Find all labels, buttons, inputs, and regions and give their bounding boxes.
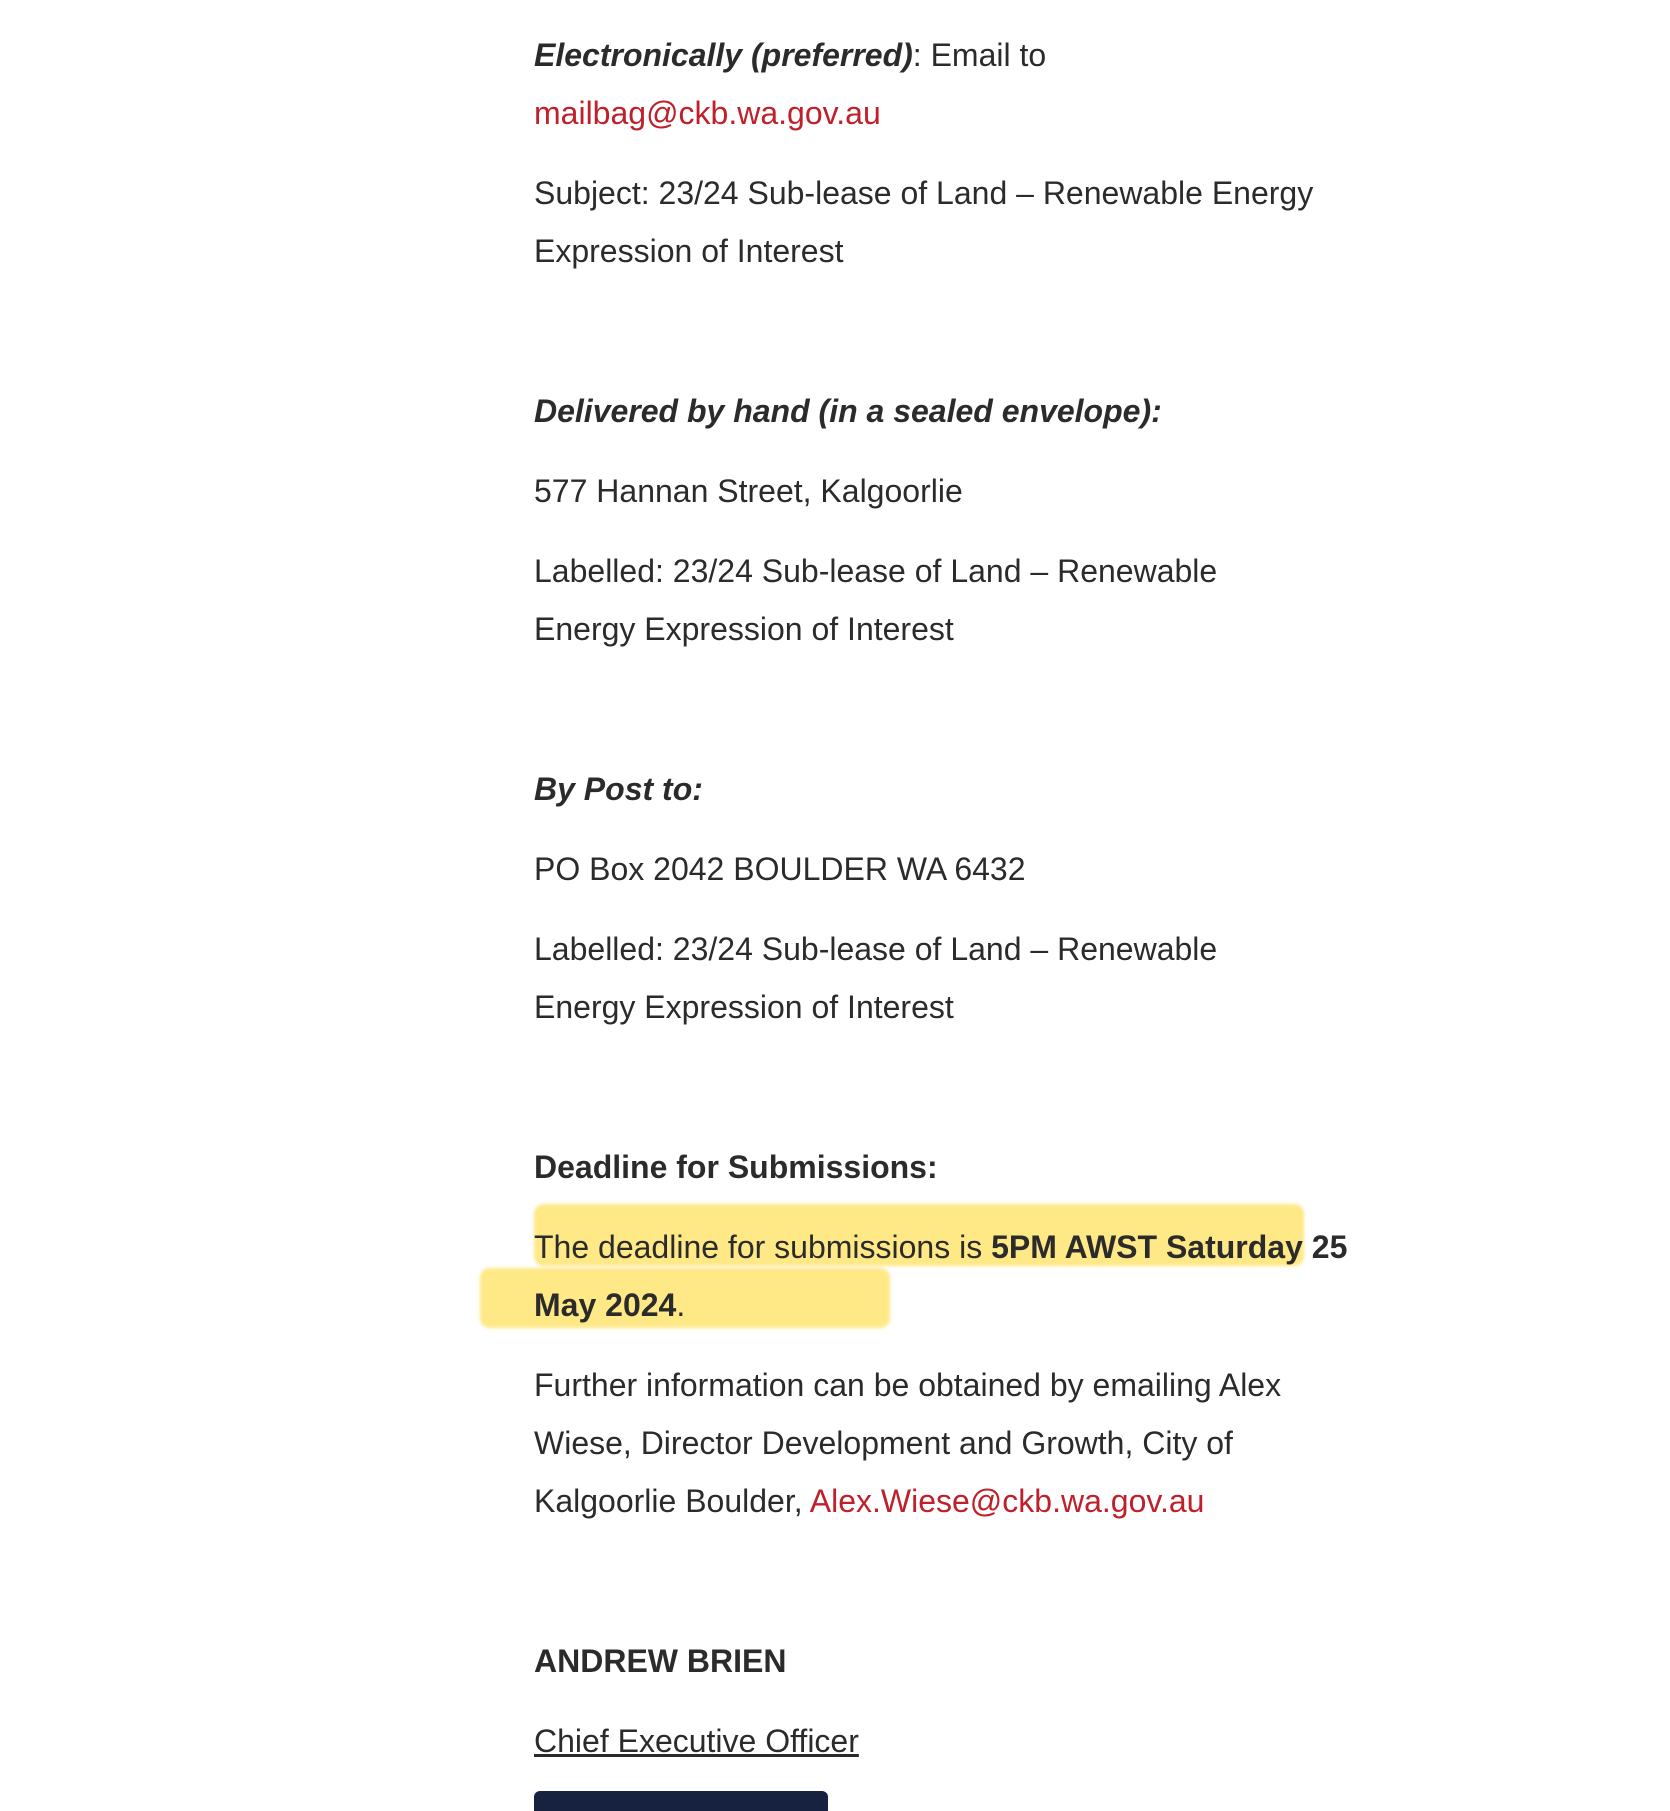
deadline-heading: Deadline for Submissions: [534,1149,938,1185]
mailbag-email-link[interactable]: mailbag@ckb.wa.gov.au [534,95,881,131]
hand-delivery-address: 577 Hannan Street, Kalgoorlie [534,473,963,509]
hand-delivery-heading: Delivered by hand (in a sealed envelope): [534,393,1162,429]
electronic-label: Electronically (preferred) [534,37,913,73]
hand-delivery-label: Labelled: 23/24 Sub-lease of Land – Renewable Energy Expression of Interest [534,553,1218,647]
deadline-text: The deadline for submissions is [534,1229,992,1265]
deadline-date: 5PM AWST Saturday 25 May 2024 [534,1229,1348,1323]
dark-button-partial[interactable] [534,1791,828,1811]
post-label: Labelled: 23/24 Sub-lease of Land – Renewable Energy Expression of Interest [534,931,1218,1025]
further-info-paragraph [534,1356,1354,1530]
signatory-name: ANDREW BRIEN [534,1643,787,1679]
further-info-text: Further information can be obtained by emailing Alex Wiese, Director Development and Growth, City of Kalgoorlie Boulder, [534,1367,1282,1519]
electronic-text: : Email to [912,37,1047,73]
deadline-paragraph [534,1218,1354,1334]
post-address: PO Box 2042 BOULDER WA 6432 [534,851,1026,887]
electronic-subject: Subject: 23/24 Sub-lease of Land – Renewable Energy Expression of Interest [534,175,1314,269]
signatory-role: Chief Executive Officer [534,1723,859,1759]
contact-email-link[interactable]: Alex.Wiese@ckb.wa.gov.au [809,1483,1205,1519]
post-heading: By Post to: [534,771,703,807]
electronic-submission-paragraph [534,26,1354,142]
deadline-period: . [676,1287,686,1323]
